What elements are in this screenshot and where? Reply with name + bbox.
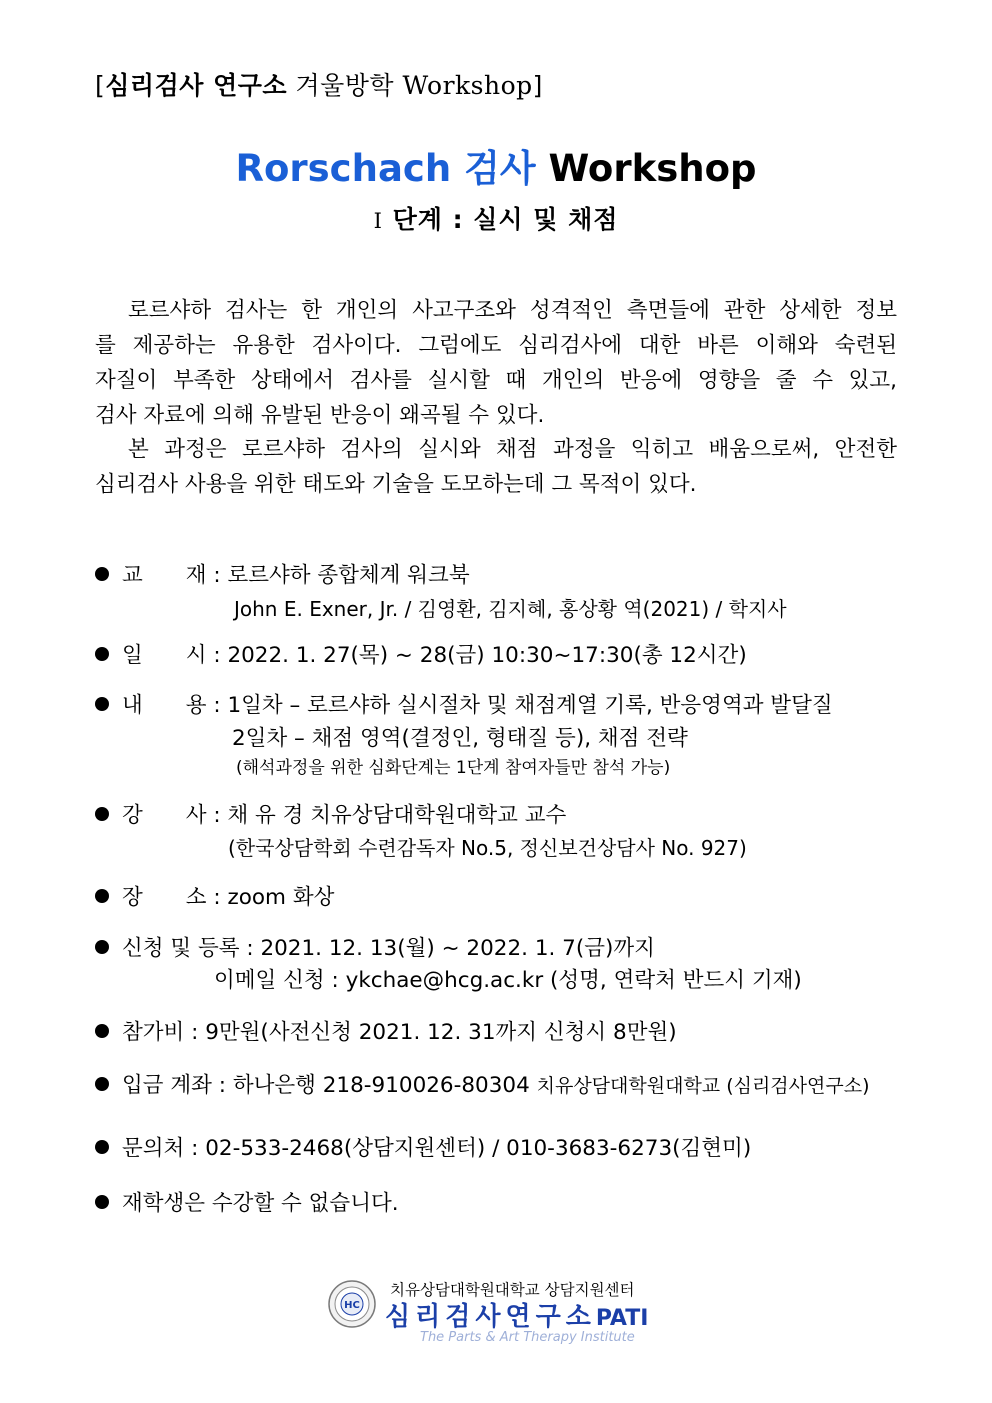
item-account (95, 1068, 870, 1099)
bullet-icon (95, 647, 109, 661)
stage-numeral: I (373, 209, 383, 233)
item-instructor (95, 798, 566, 829)
university-seal-icon (328, 1280, 376, 1328)
footer-org: 치유상담대학원대학교 상담지원센터 (390, 1281, 635, 1299)
bullet-icon (95, 1077, 109, 1091)
bullet-icon (95, 567, 109, 581)
item-value: 하나은행 218-910026-80304 (232, 1073, 537, 1098)
item-label: 장 소 : (122, 885, 228, 910)
bullet-icon (95, 697, 109, 711)
account-holder: 치유상담대학원대학교 (심리검사연구소) (536, 1075, 870, 1097)
page-title (0, 138, 992, 192)
intro-line: 로르샤하 검사는 한 개인의 사고구조와 성격적인 측면들에 관한 상세한 정보 (128, 298, 897, 323)
item-date (95, 638, 747, 669)
header-lab-name: 심리검사 연구소 (105, 71, 288, 100)
subtitle-text: 단계 : 실시 및 채점 (382, 205, 619, 234)
registration-email: 이메일 신청 : ykchae@hcg.ac.kr (성명, 연락처 반드시 기재) (214, 968, 802, 993)
bullet-icon (95, 1140, 109, 1154)
item-registration (95, 931, 655, 962)
item-value: 2021. 12. 13(월) ~ 2022. 1. 7(금)까지 (260, 936, 655, 961)
seal-text: HC (344, 1300, 360, 1311)
item-textbook (95, 558, 470, 589)
page-subtitle (0, 200, 992, 236)
content-note: (해석과정을 위한 심화단계는 1단계 참여자들만 참석 가능) (236, 758, 671, 778)
item-label: 내 용 : (122, 693, 228, 718)
title-blue: Rorschach 검사 (235, 147, 536, 190)
content-line-2: 2일차 – 채점 영역(결정인, 형태질 등), 채점 전략 (232, 726, 688, 751)
item-label: 교 재 : (122, 563, 228, 588)
intro-line: 본 과정은 로르샤하 검사의 실시와 채점 과정을 익히고 배움으로써, 안전한 (128, 437, 897, 462)
textbook-detail: John E. Exner, Jr. / 김영환, 김지혜, 홍상황 역(2021) / 학지사 (234, 597, 787, 621)
bullet-icon (95, 889, 109, 903)
close-bracket: ] (532, 71, 543, 100)
item-contact (95, 1131, 751, 1162)
item-fee (95, 1015, 677, 1046)
header-rest: 겨울방학 Workshop (287, 71, 533, 100)
intro-paragraph-2 (95, 432, 897, 502)
footer-lab-english: The Parts & Art Therapy Institute (420, 1330, 635, 1345)
bullet-icon (95, 940, 109, 954)
title-black: Workshop (535, 147, 757, 190)
item-value: 2022. 1. 27(목) ~ 28(금) 10:30~17:30(총 12시간) (227, 643, 747, 668)
item-content (95, 688, 833, 719)
item-place (95, 880, 334, 911)
item-label: 강 사 : (122, 803, 228, 828)
item-label: 입금 계좌 : (122, 1073, 233, 1098)
item-text: 문의처 : 02-533-2468(상담지원센터) / 010-3683-6273(김현미) (122, 1136, 752, 1161)
item-text: 재학생은 수강할 수 없습니다. (122, 1191, 399, 1216)
lab-name-kr: 심리검사연구소 (385, 1302, 596, 1332)
intro-line: 자질이 부족한 상태에서 검사를 실시할 때 개인의 반응에 영향을 줄 수 있고, (95, 368, 897, 393)
footer-logo (328, 1278, 648, 1348)
instructor-detail: (한국상담학회 수련감독자 No.5, 정신보건상담사 No. 927) (228, 836, 747, 860)
item-value: zoom 화상 (227, 885, 335, 910)
item-text: 참가비 : 9만원(사전신청 2021. 12. 31까지 신청시 8만원) (122, 1020, 677, 1045)
header-line (95, 66, 543, 102)
item-label: 일 시 : (122, 643, 228, 668)
item-value: 1일차 – 로르샤하 실시절차 및 채점계열 기록, 반응영역과 발달질 (227, 693, 833, 718)
footer-lab-name (385, 1296, 648, 1333)
intro-line: 심리검사 사용을 위한 태도와 기술을 도모하는데 그 목적이 있다. (95, 472, 697, 497)
intro-line: 를 제공하는 유용한 검사이다. 그럼에도 심리검사에 대한 바른 이해와 숙련된 (95, 333, 897, 358)
item-value: 채 유 경 치유상담대학원대학교 교수 (227, 803, 567, 828)
intro-line: 검사 자료에 의해 유발된 반응이 왜곡될 수 있다. (95, 403, 545, 428)
item-label: 신청 및 등록 : (122, 936, 261, 961)
bullet-icon (95, 1195, 109, 1209)
lab-abbr: PATI (595, 1306, 649, 1331)
bullet-icon (95, 807, 109, 821)
intro-paragraph-1 (95, 293, 897, 433)
item-notice (95, 1186, 399, 1217)
open-bracket: [ (95, 71, 106, 100)
item-value: 로르샤하 종합체계 워크북 (227, 563, 470, 588)
bullet-icon (95, 1024, 109, 1038)
